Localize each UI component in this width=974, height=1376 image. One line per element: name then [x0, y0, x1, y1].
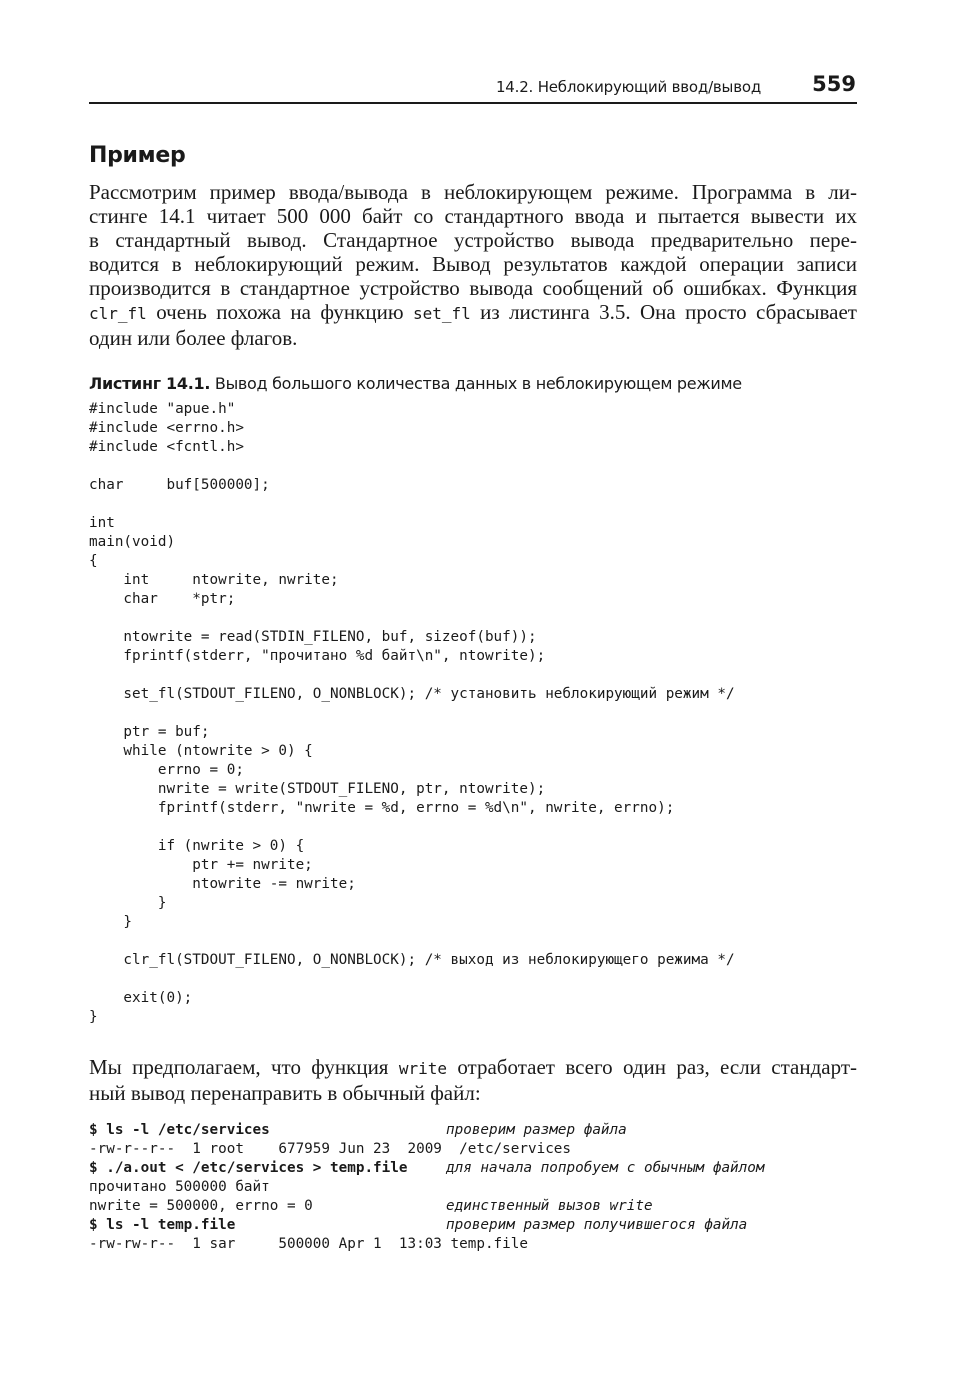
shell-command: $ ls -l temp.file	[89, 1217, 236, 1233]
inline-code: set_fl	[412, 304, 471, 323]
inline-text: отработает всего один раз, если стандарт-	[446, 1055, 857, 1079]
listing-title: Вывод большого количества данных в неблокирующем режиме	[210, 374, 742, 393]
shell-comment: проверим размер файла	[446, 1122, 627, 1138]
shell-output: -rw-rw-r-- 1 sar 500000 Apr 1 13:03 temp.file	[89, 1236, 528, 1252]
paragraph-line: один или более флагов.	[89, 326, 298, 350]
shell-output: прочитано 500000 байт	[89, 1179, 270, 1195]
inline-code: clr_fl	[89, 304, 147, 323]
section-heading: Пример	[89, 143, 186, 168]
shell-row	[89, 1179, 857, 1198]
shell-row	[89, 1236, 857, 1255]
shell-row	[89, 1160, 857, 1179]
followup-paragraph	[89, 1055, 857, 1105]
shell-row	[89, 1198, 857, 1217]
shell-command: $ ./a.out < /etc/services > temp.file	[89, 1160, 408, 1176]
inline-code: write	[398, 1059, 447, 1078]
paragraph-line: стинге 14.1 читает 500 000 байт со стандартного ввода и пытается вывести их	[89, 204, 857, 228]
paragraph-line: ный вывод перенаправить в обычный файл:	[89, 1081, 481, 1105]
inline-text: очень похожа на функцию	[146, 300, 413, 324]
inline-text: Мы предполагаем, что функция	[89, 1055, 399, 1079]
running-header-title: 14.2. Неблокирующий ввод/вывод	[495, 78, 761, 96]
running-header	[89, 70, 857, 104]
inline-text: из листинга 3.5. Она просто сбрасывает	[470, 300, 857, 324]
shell-row	[89, 1141, 857, 1160]
shell-session	[89, 1122, 857, 1255]
code-listing: #include "apue.h" #include <errno.h> #include <fcntl.h> char buf[500000]; int main(void) { int ntowrite, nwrite; char *ptr; ntowrite = read(STDIN_FILENO, buf, sizeof(buf)); fprintf(stderr, "прочитано %d байт\n", ntowrite); set_fl(STDOUT_FILENO, O_NONBLOCK); /* установить неблокирующий режим */ ptr = buf; while (ntowrite > 0) { errno = 0; nwrite = write(STDOUT_FILENO, ptr, ntowrite); fprintf(stderr, "nwrite = %d, errno = %d\n", nwrite, errno); if (nwrite > 0) { ptr += nwrite; ntowrite -= nwrite; } } clr_fl(STDOUT_FILENO, O_NONBLOCK); /* выход из неблокирующего режима */ exit(0); }	[89, 401, 735, 1025]
paragraph-line: производится в стандартное устройство вывода сообщений об ошибках. Функция	[89, 276, 857, 300]
page-number: 559	[812, 72, 856, 96]
shell-comment: для начала попробуем с обычным файлом	[446, 1160, 765, 1176]
intro-paragraph	[89, 180, 857, 350]
shell-output: nwrite = 500000, errno = 0	[89, 1198, 313, 1214]
shell-comment: единственный вызов write	[446, 1198, 653, 1214]
shell-output: -rw-r--r-- 1 root 677959 Jun 23 2009 /etc/services	[89, 1141, 572, 1157]
paragraph-line: Рассмотрим пример ввода/вывода в неблокирующем режиме. Программа в ли-	[89, 180, 857, 204]
paragraph-line	[89, 300, 857, 326]
listing-label: Листинг 14.1.	[89, 374, 211, 393]
shell-row	[89, 1217, 857, 1236]
paragraph-line	[89, 1055, 857, 1081]
listing-caption	[89, 374, 742, 393]
shell-command: $ ls -l /etc/services	[89, 1122, 270, 1138]
shell-comment: проверим размер получившегося файла	[446, 1217, 748, 1233]
paragraph-line: в стандартный вывод. Стандартное устройство вывода предварительно пере-	[89, 228, 857, 252]
shell-row	[89, 1122, 857, 1141]
paragraph-line: водится в неблокирующий режим. Вывод результатов каждой операции записи	[89, 252, 857, 276]
